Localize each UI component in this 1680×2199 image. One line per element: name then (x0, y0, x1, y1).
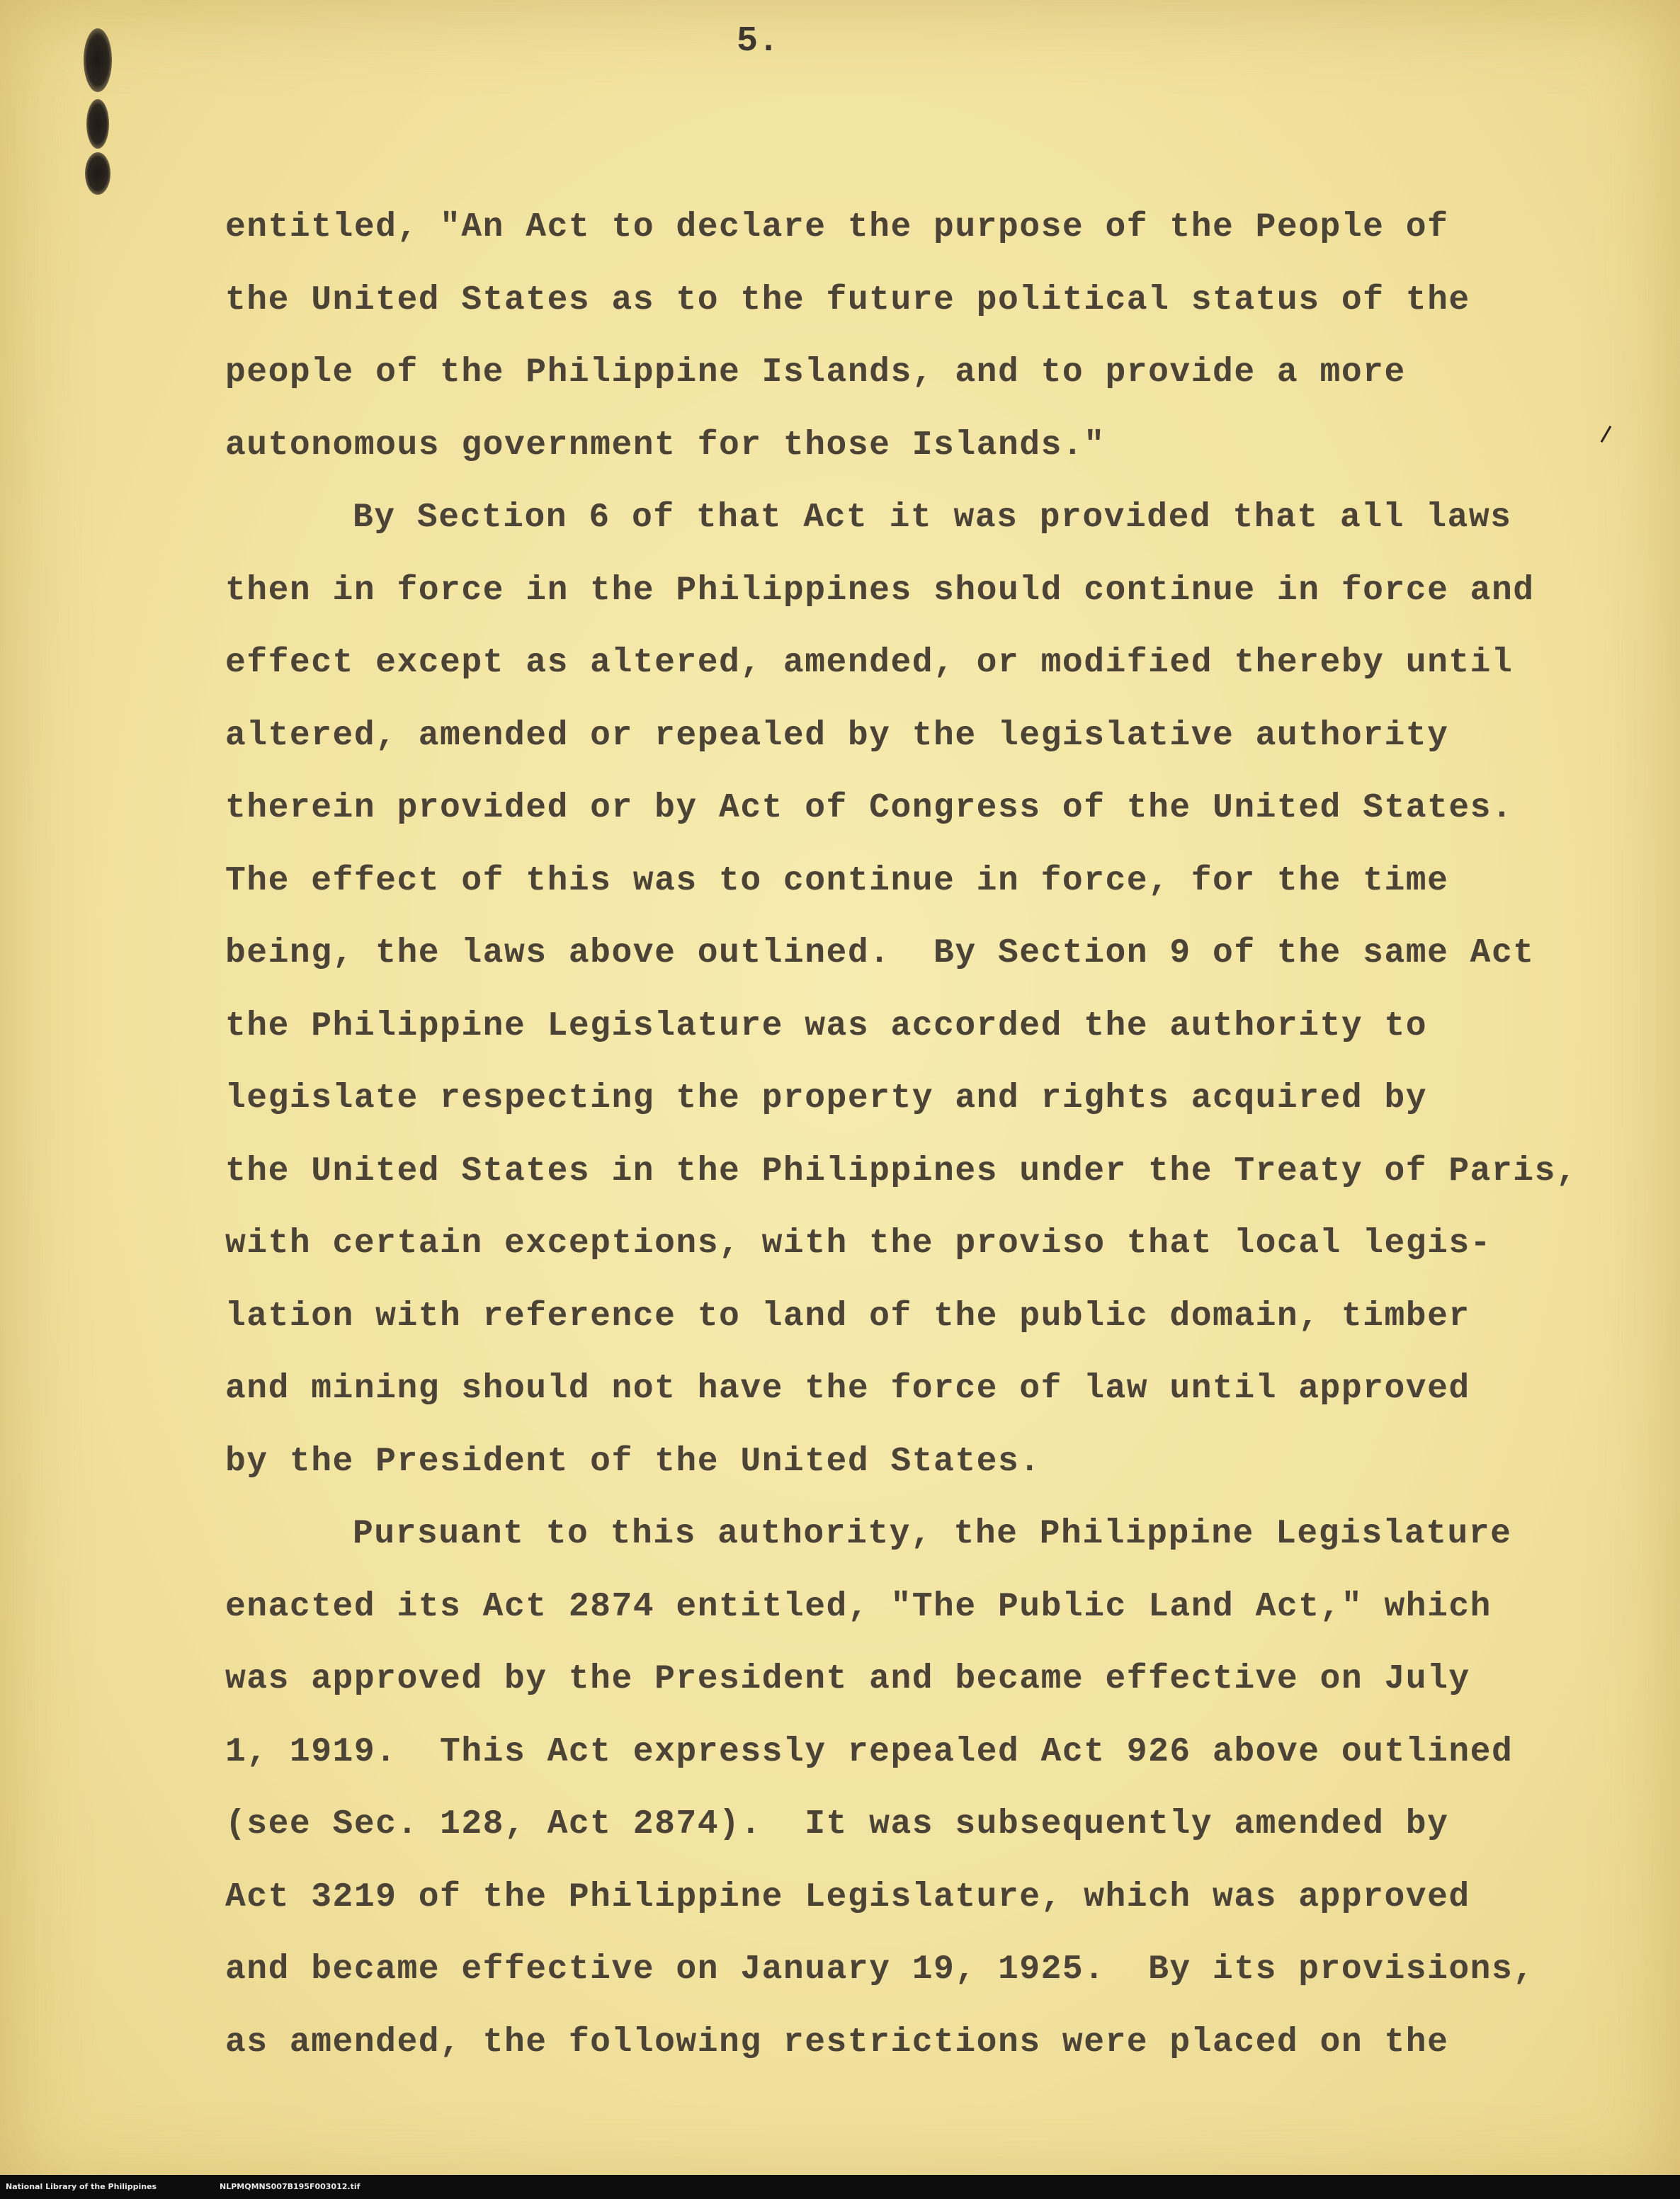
paragraph (225, 482, 1635, 1498)
page-number: 5. (737, 21, 780, 62)
text-line: Act 3219 of the Philippine Legislature, which was approved (225, 1877, 1470, 1916)
footer-library-name: National Library of the Philippines (6, 2182, 157, 2191)
text-line: lation with reference to land of the public domain, timber (225, 1297, 1470, 1336)
text-line: entitled, "An Act to declare the purpose of the People of (225, 208, 1449, 246)
text-line: and mining should not have the force of law until approved (225, 1370, 1470, 1408)
text-line: altered, amended or repealed by the legislative authority (225, 716, 1449, 755)
text-line: the United States in the Philippines under the Treaty of Paris, (225, 1152, 1578, 1191)
footer-file-id: NLPMQMNS007B195F003012.tif (220, 2182, 361, 2191)
text-line: with certain exceptions, with the proviso that local legis- (225, 1224, 1492, 1263)
binding-hole-mark (86, 99, 109, 149)
text-line: people of the Philippine Islands, and to provide a more (225, 353, 1406, 392)
text-line: Pursuant to this authority, the Philippine Legislature (353, 1515, 1512, 1553)
text-line: being, the laws above outlined. By Section 9 of the same Act (225, 934, 1535, 972)
text-line: 1, 1919. This Act expressly repealed Act 926 above outlined (225, 1732, 1514, 1771)
document-body (225, 191, 1635, 2079)
text-line: autonomous government for those Islands." (225, 426, 1106, 465)
text-line: (see Sec. 128, Act 2874). It was subsequently amended by (225, 1805, 1449, 1843)
paragraph (225, 191, 1635, 482)
text-line: and became effective on January 19, 1925. By its provisions, (225, 1950, 1535, 1989)
scan-footer (0, 2175, 1680, 2199)
text-line: was approved by the President and became effective on July (225, 1660, 1470, 1698)
text-line: effect except as altered, amended, or modified thereby until (225, 644, 1514, 682)
binding-hole-mark (84, 28, 112, 92)
text-line: The effect of this was to continue in force, for the time (225, 861, 1449, 900)
text-line: By Section 6 of that Act it was provided that all laws (353, 499, 1512, 537)
text-line: enacted its Act 2874 entitled, "The Public Land Act," which (225, 1587, 1492, 1626)
paragraph (225, 1498, 1635, 2079)
text-line: legislate respecting the property and rights acquired by (225, 1079, 1428, 1118)
text-line: then in force in the Philippines should continue in force and (225, 571, 1535, 610)
text-line: therein provided or by Act of Congress of the United States. (225, 789, 1514, 827)
text-line: as amended, the following restrictions were placed on the (225, 2023, 1449, 2062)
binding-hole-mark (85, 152, 110, 195)
text-line: by the President of the United States. (225, 1442, 1041, 1481)
text-line: the United States as to the future political status of the (225, 280, 1470, 319)
text-line: the Philippine Legislature was accorded the authority to (225, 1006, 1428, 1045)
